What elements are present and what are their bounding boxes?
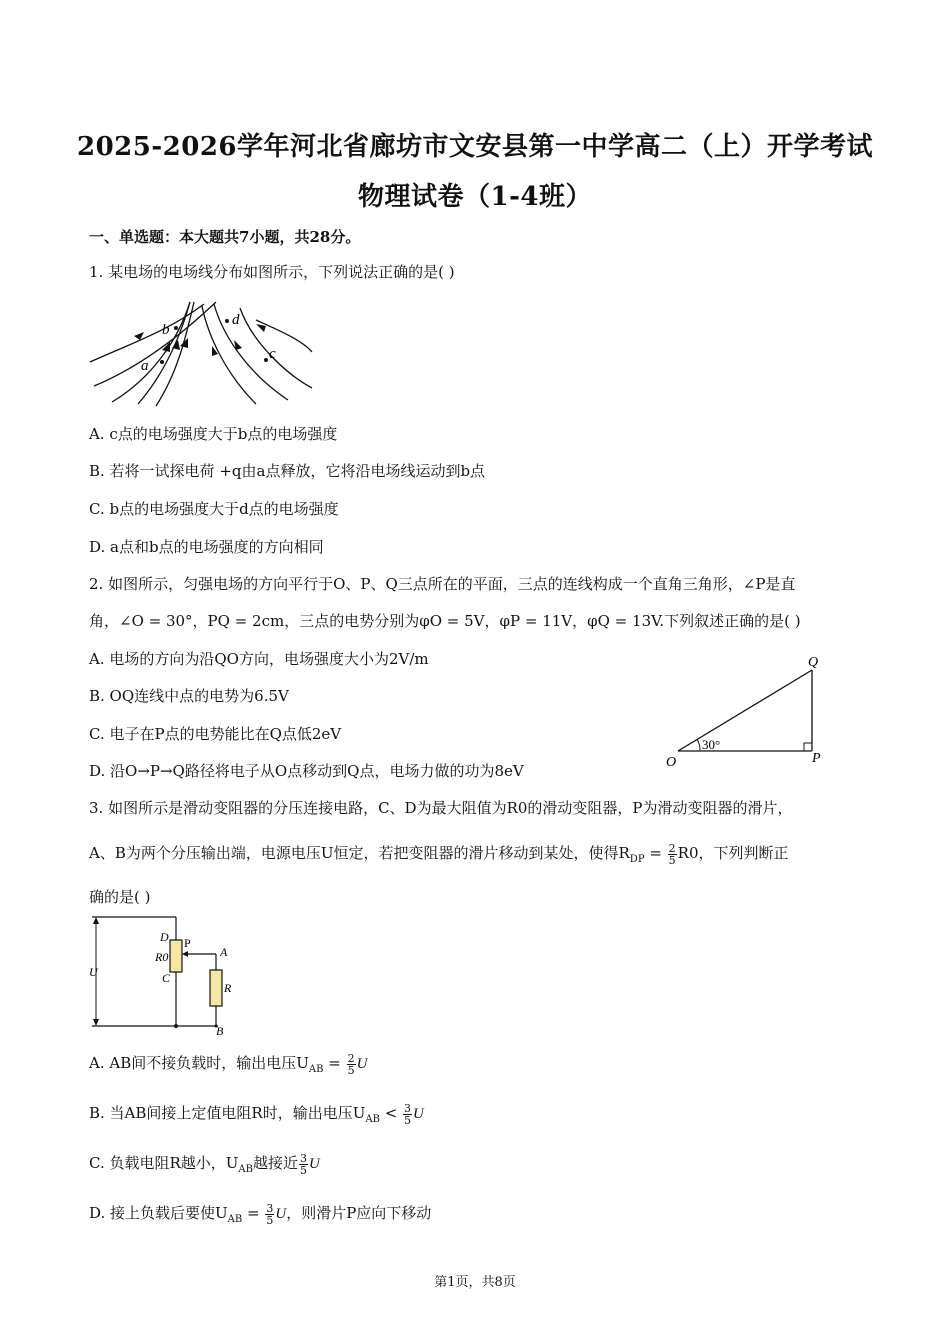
q2-label-o: O [666,755,677,770]
q3-circuit-figure [86,914,246,1036]
q1-arrow-icon [256,324,266,332]
frac-den: 5 [404,1113,412,1127]
q3-option-c-text: C. 负载电阻R越小，U [89,1154,239,1172]
q3-u-arrow-top-icon [93,917,99,924]
frac-den: 5 [347,1063,355,1077]
q1-point-b [174,326,178,330]
q2-option-a: A. 电场的方向为沿QO方向，电场强度大小为2V/m [89,650,429,668]
q3-option-c-mid: 越接近 [253,1154,299,1172]
frac-num: 3 [266,1201,274,1215]
q3-fraction-2-5 [347,1053,356,1076]
q3-option-d-text: D. 接上负载后要使U [89,1204,228,1222]
q1-label-b: b [162,322,170,338]
q3-fraction-2-5 [668,843,677,866]
q2-option-c: C. 电子在P点的电势能比在Q点低2eV [89,725,342,743]
q1-label-c: c [269,346,276,362]
q1-field-line-figure [86,296,318,408]
page-footer: 第1页，共8页 [434,1275,516,1290]
q3-rheostat-r0 [170,940,182,972]
q3-eq: = [323,1054,346,1072]
q3-u: U [413,1106,424,1122]
q3-option-a [89,1052,367,1076]
q3-label-r: R [224,981,232,995]
q2-stem-line2: 角，∠O = 30°，PQ = 2cm，三点的电势分别为φO = 5V，φP = 11V，φQ = 13V.下列叙述正确的是( ) [89,612,801,630]
q3-u: U [275,1206,287,1222]
q1-label-d: d [232,312,240,328]
q3-lt: < [379,1104,403,1122]
q3-sub-ab: AB [365,1114,380,1125]
q3-sub-ab: AB [238,1164,253,1175]
q3-sub-dp: DP [629,854,645,865]
section-header: 一、单选题：本大题共7小题，共28分。 [89,228,361,246]
q2-stem-line1: 2. 如图所示，匀强电场的方向平行于O、P、Q三点所在的平面，三点的连线构成一个直角三角形，∠P是直 [89,575,796,593]
exam-title-line2: 物理试卷（1-4班） [358,182,592,212]
q3-stem-line3: 确的是( ) [89,888,151,906]
q3-label-d: D [160,930,169,944]
q1-option-a: A. c点的电场强度大于b点的电场强度 [89,425,338,443]
q1-stem: 1. 某电场的电场线分布如图所示，下列说法正确的是( ) [89,263,455,281]
q3-fraction-3-5 [403,1103,412,1126]
q3-stem-line2-text: A、B为两个分压输出端，电源电压U恒定，若把变阻器的滑片移动到某处，使得R [89,844,630,862]
q1-option-b: B. 若将一试探电荷 +q由a点释放，它将沿电场线运动到b点 [89,462,486,480]
q3-resistor-r [210,970,222,1006]
exam-title-line1: 2025-2026学年河北省廊坊市文安县第一中学高二（上）开学考试 [76,132,874,162]
frac-num: 3 [404,1101,412,1115]
q1-option-d: D. a点和b点的电场强度的方向相同 [89,538,324,556]
q1-label-a: a [141,358,149,374]
q3-sub-ab: AB [308,1064,324,1075]
frac-den: 5 [300,1163,308,1177]
frac-num: 2 [347,1051,355,1065]
q3-label-b: B [216,1024,224,1036]
q1-point-c [264,358,268,362]
q3-stem-line1: 3. 如图所示是滑动变阻器的分压连接电路，C、D为最大阻值为R0的滑动变阻器，P为滑动变阻器的滑片， [89,799,793,817]
q1-point-a [160,360,164,364]
q3-option-c [89,1152,320,1176]
q3-slider-arrow-icon [182,951,188,957]
q3-label-r0: R0 [155,950,169,964]
q3-label-a: A [220,945,228,959]
q1-arrow-icon [212,346,218,356]
q2-option-d: D. 沿O→P→Q路径将电子从O点移动到Q点，电场力做的功为8eV [89,762,524,780]
q3-stem-line2 [89,842,789,866]
q3-u-arrow-bottom-icon [93,1019,99,1026]
q2-angle-label: 30° [702,737,721,752]
q3-option-a-text: A. AB间不接负载时，输出电压U [89,1054,309,1072]
q1-point-d [225,319,229,323]
q2-option-b: B. OQ连线中点的电势为6.5V [89,687,289,705]
q3-u: U [309,1156,320,1172]
frac-den: 5 [668,853,676,867]
q3-label-c: C [162,971,171,985]
q3-fraction-3-5 [265,1203,274,1226]
q2-label-p: P [812,751,821,766]
q3-eq: = [644,844,667,862]
q3-label-u: U [89,965,98,979]
q1-option-c: C. b点的电场强度大于d点的电场强度 [89,500,339,518]
q3-option-d [89,1202,431,1226]
q3-option-b-text: B. 当AB间接上定值电阻R时，输出电压U [89,1104,366,1122]
q3-fraction-3-5 [299,1153,308,1176]
frac-num: 3 [300,1151,308,1165]
q2-label-q: Q [808,655,819,670]
q3-eq: = [242,1204,265,1222]
q3-node-c [174,1024,178,1028]
q2-triangle-figure [660,650,830,772]
frac-num: 2 [668,841,676,855]
q3-option-b [89,1102,424,1126]
q3-label-p: P [184,936,191,950]
q3-sub-ab: AB [227,1214,243,1225]
q3-u: U [356,1056,368,1072]
q3-option-d-tail: ，则滑片P应向下移动 [286,1204,432,1222]
q3-stem-line2-tail: R0，下列判断正 [677,844,789,862]
frac-den: 5 [266,1213,274,1227]
